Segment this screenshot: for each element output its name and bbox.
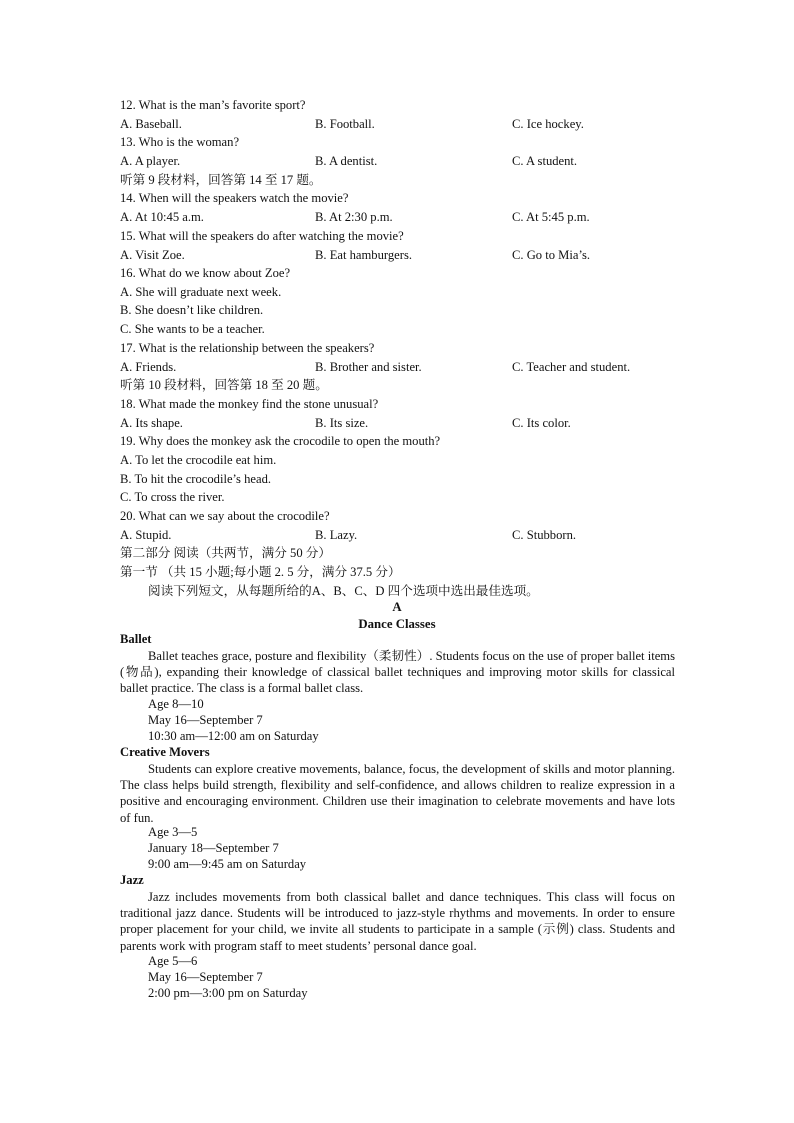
question-19-stem: 19. Why does the monkey ask the crocodile to open the mouth? (120, 434, 441, 448)
question-19-option-b: B. To hit the crocodile’s head. (120, 472, 272, 486)
question-16-stem: 16. What do we know about Zoe? (120, 266, 291, 280)
option-b: B. Eat hamburgers. (315, 248, 412, 262)
option-c: C. Stubborn. (512, 528, 577, 542)
section-one-title: 第一节 （共 15 小题;每小题 2. 5 分，满分 37.5 分） (120, 565, 401, 579)
reading-instruction: 阅读下列短文，从每题所给的A、B、C、D 四个选项中选出最佳选项。 (148, 584, 539, 598)
question-19-option-a: A. To let the crocodile eat him. (120, 453, 277, 467)
option-c: C. A student. (512, 154, 578, 168)
ballet-time: 10:30 am—12:00 am on Saturday (148, 729, 319, 743)
question-14-stem: 14. When will the speakers watch the movie? (120, 191, 349, 205)
passage-letter: A (392, 600, 402, 614)
question-16-option-c: C. She wants to be a teacher. (120, 322, 265, 336)
creative-movers-description: Students can explore creative movements, balance, focus, the development of skills and motor planning. The class helps build strength, flexibility and self-confidence, and allows children to realize expression in a positive and encouraging environment. Children use their imagination to celebrate movements and have lots of fun. (120, 762, 675, 825)
option-a: A. Stupid. (120, 528, 172, 542)
option-b: B. Brother and sister. (315, 360, 422, 374)
question-16-option-b: B. She doesn’t like children. (120, 303, 264, 317)
question-12-stem: 12. What is the man’s favorite sport? (120, 98, 306, 112)
jazz-description: Jazz includes movements from both classical ballet and dance techniques. This class will focus on traditional jazz dance. Students will be introduced to jazz-style rhythms and movements. In order to ensure proper placement for your child, we invite all students to participate in a sample (示例) class. Students and parents work with program staff to meet students’ personal dance goal. (120, 890, 675, 953)
jazz-dates: May 16—September 7 (148, 970, 263, 984)
option-b: B. Lazy. (315, 528, 358, 542)
question-20-stem: 20. What can we say about the crocodile? (120, 509, 330, 523)
passage-title: Dance Classes (358, 617, 436, 631)
question-17-options (120, 360, 720, 375)
creative-movers-age: Age 3—5 (148, 825, 198, 839)
question-12-options (120, 117, 720, 132)
section-10-instruction: 听第 10 段材料，回答第 18 至 20 题。 (120, 378, 328, 392)
creative-movers-heading: Creative Movers (120, 745, 210, 759)
option-b: B. At 2:30 p.m. (315, 210, 393, 224)
option-a: A. Baseball. (120, 117, 182, 131)
option-b: B. Football. (315, 117, 375, 131)
ballet-age: Age 8—10 (148, 697, 204, 711)
option-b: B. Its size. (315, 416, 369, 430)
question-19-option-c: C. To cross the river. (120, 490, 225, 504)
ballet-dates: May 16—September 7 (148, 713, 263, 727)
question-15-options (120, 248, 720, 263)
option-a: A. Its shape. (120, 416, 183, 430)
jazz-heading: Jazz (120, 873, 144, 887)
option-a: A. Visit Zoe. (120, 248, 185, 262)
option-b: B. A dentist. (315, 154, 378, 168)
option-c: C. Go to Mia’s. (512, 248, 591, 262)
jazz-age: Age 5—6 (148, 954, 198, 968)
question-13-stem: 13. Who is the woman? (120, 135, 240, 149)
question-16-option-a: A. She will graduate next week. (120, 285, 282, 299)
creative-movers-dates: January 18—September 7 (148, 841, 279, 855)
question-18-options (120, 416, 720, 431)
question-18-stem: 18. What made the monkey find the stone unusual? (120, 397, 379, 411)
option-c: C. Its color. (512, 416, 571, 430)
option-a: A. At 10:45 a.m. (120, 210, 204, 224)
ballet-description: Ballet teaches grace, posture and flexibility（柔韧性）. Students focus on the use of proper ballet items (物品), expanding their knowledge of classical ballet techniques and improving motor skills for classical ballet practice. The class is a formal ballet class. (120, 649, 675, 696)
question-17-stem: 17. What is the relationship between the speakers? (120, 341, 375, 355)
part-two-title: 第二部分 阅读（共两节，满分 50 分） (120, 546, 331, 560)
creative-movers-time: 9:00 am—9:45 am on Saturday (148, 857, 307, 871)
question-13-options (120, 154, 720, 169)
option-a: A. Friends. (120, 360, 177, 374)
question-20-options (120, 528, 720, 543)
option-c: C. At 5:45 p.m. (512, 210, 590, 224)
option-c: C. Ice hockey. (512, 117, 584, 131)
jazz-time: 2:00 pm—3:00 pm on Saturday (148, 986, 308, 1000)
ballet-heading: Ballet (120, 632, 152, 646)
question-14-options (120, 210, 720, 225)
section-9-instruction: 听第 9 段材料，回答第 14 至 17 题。 (120, 173, 322, 187)
question-15-stem: 15. What will the speakers do after watching the movie? (120, 229, 404, 243)
option-c: C. Teacher and student. (512, 360, 631, 374)
option-a: A. A player. (120, 154, 181, 168)
